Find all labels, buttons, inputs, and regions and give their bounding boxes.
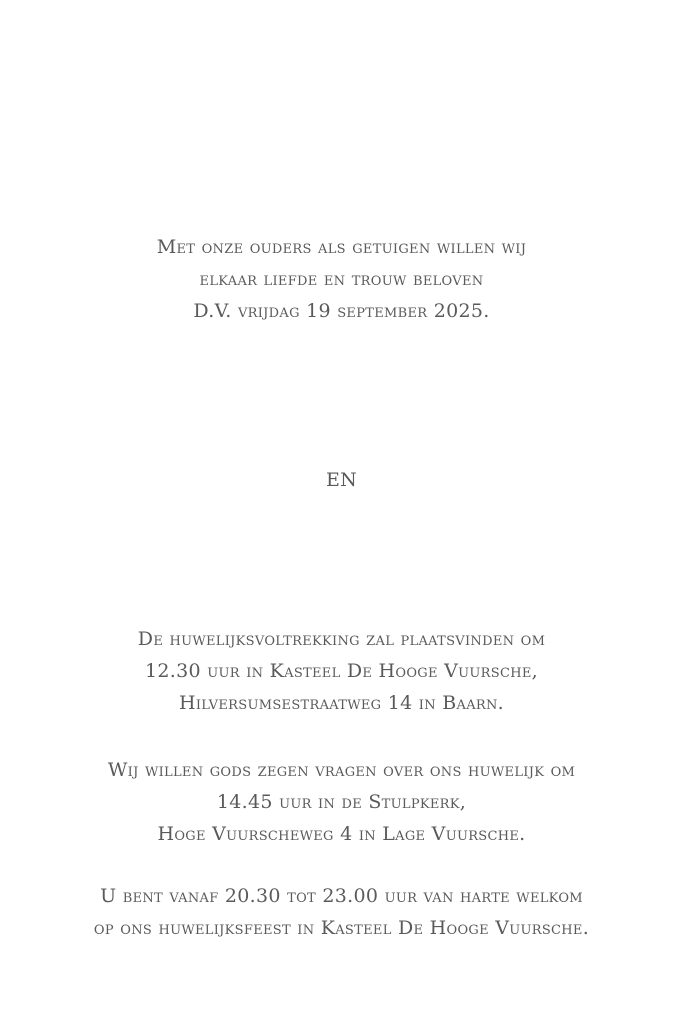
connector-word: EN [325,469,358,491]
blessing-line-1: Wij willen gods zegen vragen over ons huwelijk om [107,759,576,781]
blessing-line-3: Hoge Vuurscheweg 4 in Lage Vuursche. [157,823,526,845]
ceremony-line-2: 12.30 uur in Kasteel De Hooge Vuursche, [145,660,538,682]
intro-text-block [0,231,683,327]
ceremony-text-block [0,623,683,719]
intro-line-3-date: D.V. vrijdag 19 september 2025. [193,300,490,322]
party-line-1: U bent vanaf 20.30 tot 23.00 uur van harte welkom [100,885,583,907]
blessing-text-block [0,754,683,850]
blessing-line-2: 14.45 uur in de Stulpkerk, [216,791,467,813]
intro-line-1: Met onze ouders als getuigen willen wij [156,236,527,258]
intro-line-2: elkaar liefde en trouw beloven [199,268,484,290]
names-connector [0,464,683,496]
ceremony-line-1: De huwelijksvoltrekking zal plaatsvinden om [137,628,546,650]
ceremony-line-3: Hilversumsestraatweg 14 in Baarn. [178,692,504,714]
party-line-2: op ons huwelijksfeest in Kasteel De Hooge Vuursche. [93,917,590,939]
party-text-block [0,880,683,944]
